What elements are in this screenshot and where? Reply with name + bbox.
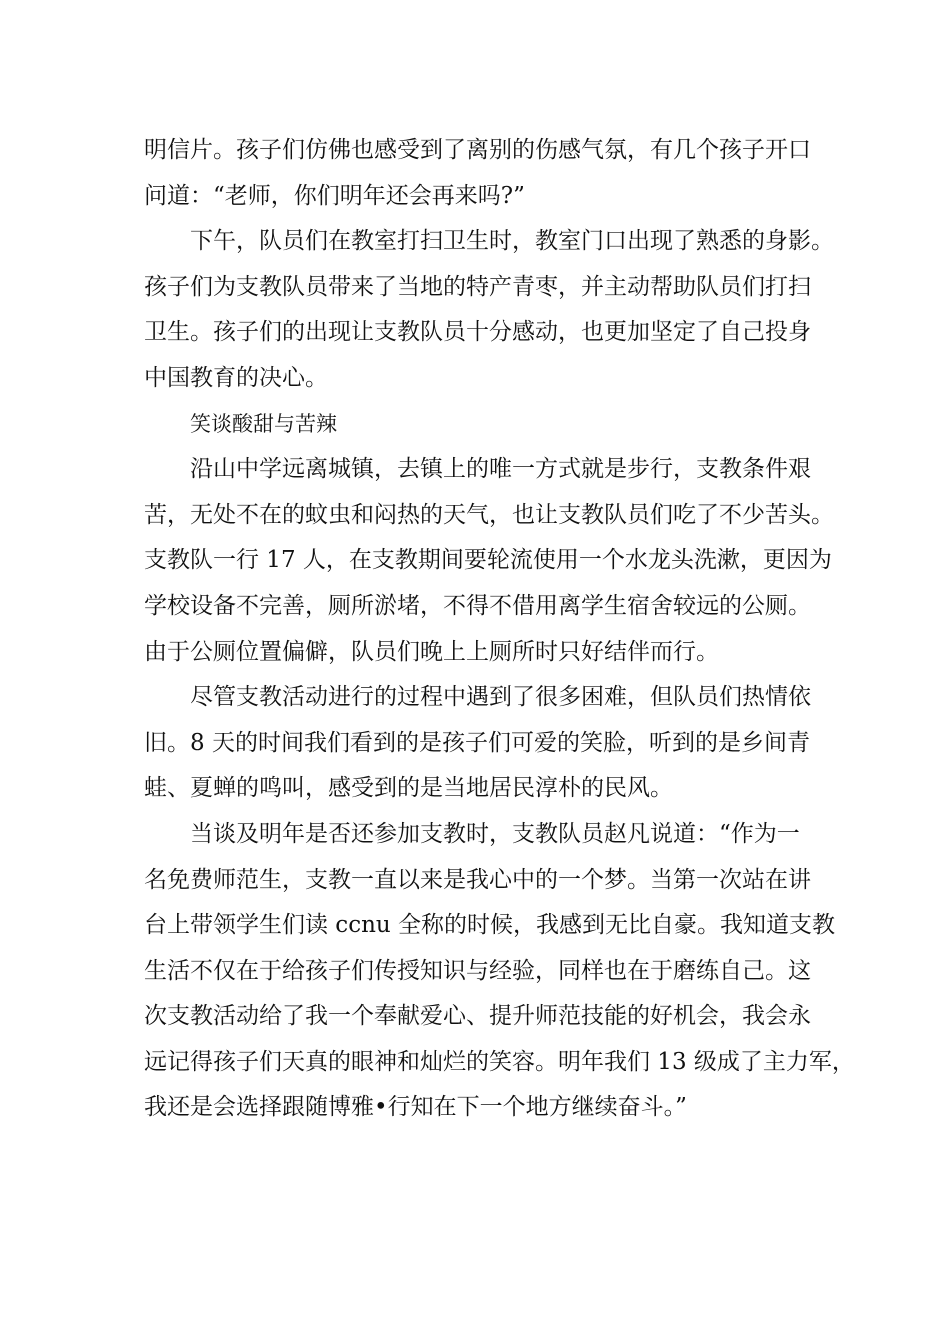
text-line: 孩子们为支教队员带来了当地的特产青枣，并主动帮助队员们打扫 bbox=[144, 273, 811, 300]
text-line: 卫生。孩子们的出现让支教队员十分感动，也更加坚定了自己投身 bbox=[144, 319, 811, 346]
text-line: 下午，队员们在教室打扫卫生时，教室门口出现了熟悉的身影。 bbox=[190, 228, 834, 255]
text-line: 支教队一行 17 人，在支教期间要轮流使用一个水龙头洗漱，更因为 bbox=[144, 547, 832, 574]
text-line: 我还是会选择跟随博雅•行知在下一个地方继续奋斗。” bbox=[144, 1094, 687, 1121]
text-line: 台上带领学生们读 ccnu 全称的时候，我感到无比自豪。我知道支教 bbox=[144, 912, 836, 939]
text-line: 旧。8 天的时间我们看到的是孩子们可爱的笑脸，听到的是乡间青 bbox=[144, 729, 810, 756]
text-line: 蛙、夏蝉的鸣叫，感受到的是当地居民淳朴的民风。 bbox=[144, 775, 673, 802]
text-line: 明信片。孩子们仿佛也感受到了离别的伤感气氛，有几个孩子开口 bbox=[144, 137, 811, 163]
text-line: 生活不仅在于给孩子们传授知识与经验，同样也在于磨练自己。这 bbox=[144, 957, 811, 984]
text-line: 沿山中学远离城镇，去镇上的唯一方式就是步行，支教条件艰 bbox=[190, 456, 811, 483]
text-line: 由于公厕位置偏僻，队员们晚上上厕所时只好结伴而行。 bbox=[144, 638, 719, 665]
text-line: 问道：“老师，你们明年还会再来吗?” bbox=[144, 182, 525, 209]
text-line: 尽管支教活动进行的过程中遇到了很多困难，但队员们热情依 bbox=[190, 684, 811, 711]
text-line: 学校设备不完善，厕所淤堵，不得不借用离学生宿舍较远的公厕。 bbox=[144, 592, 811, 619]
text-line: 名免费师范生，支教一直以来是我心中的一个梦。当第一次站在讲 bbox=[144, 866, 811, 893]
text-line: 远记得孩子们天真的眼神和灿烂的笑容。明年我们 13 级成了主力军， bbox=[144, 1048, 855, 1075]
text-line: 中国教育的决心。 bbox=[144, 364, 328, 391]
section-heading: 笑谈酸甜与苦辣 bbox=[190, 411, 337, 436]
text-line: 苦，无处不在的蚊虫和闷热的天气，也让支教队员们吃了不少苦头。 bbox=[144, 501, 834, 528]
text-line: 当谈及明年是否还参加支教时，支教队员赵凡说道：“作为一 bbox=[190, 820, 800, 847]
document-body bbox=[144, 128, 855, 1131]
text-line: 次支教活动给了我一个奉献爱心、提升师范技能的好机会，我会永 bbox=[144, 1003, 811, 1030]
